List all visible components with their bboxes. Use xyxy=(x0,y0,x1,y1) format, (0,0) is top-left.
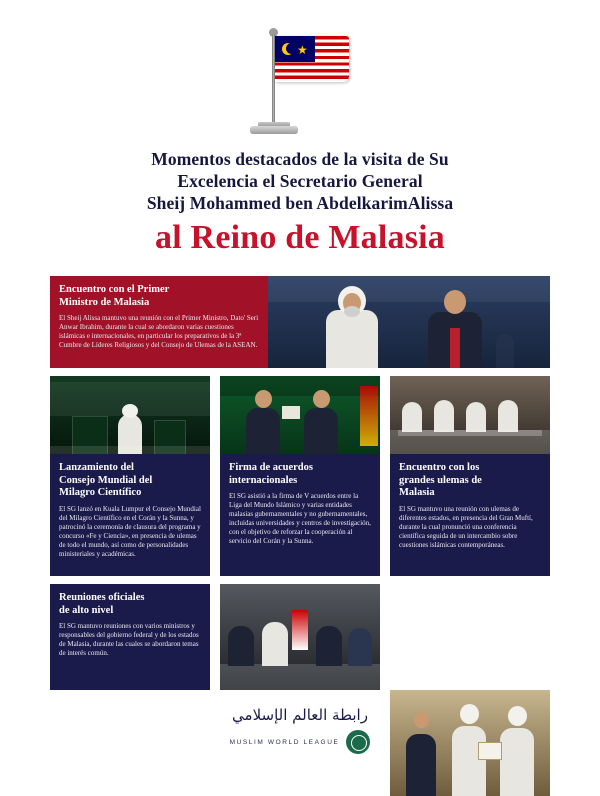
figure-right-face xyxy=(313,390,330,408)
figure-3 xyxy=(466,402,486,432)
card-body-scientific-council: El SG lanzó en Kuala Lumpur el Consejo Mundial del Milagro Científico en el Corán y la Sunna, y patrocinó la ceremonia de clausura del programa y concurso «Fe y Ciencia», en presencia de ulemas de todo el mundo, así como de personalidades ministeriales y académicas. xyxy=(59,504,201,558)
microphone-row xyxy=(398,430,542,436)
figure-3 xyxy=(316,626,342,666)
card-panel-ulemas-meeting xyxy=(390,454,550,576)
photo-signing-ceremony xyxy=(220,584,380,690)
photo-ulemas-meeting xyxy=(390,376,550,454)
muslim-world-league-logo xyxy=(346,730,370,754)
flag-cloth-icon xyxy=(275,36,349,82)
card-title-line-1: Lanzamiento del xyxy=(59,462,134,473)
figure-1 xyxy=(228,626,254,666)
photo-prime-minister xyxy=(268,276,550,368)
flag-banner xyxy=(360,386,378,446)
flag-stand-base xyxy=(250,126,298,134)
figure-4 xyxy=(498,400,518,432)
card-title-international-accords xyxy=(229,462,371,487)
card-title-prime-minister xyxy=(59,284,259,309)
figure-left-face xyxy=(255,390,272,408)
card-title-line-1: Reuniones oficiales xyxy=(59,592,145,603)
card-title-line-1: Encuentro con los xyxy=(399,462,480,473)
title-line-1: Momentos destacados de la visita de Su xyxy=(151,149,449,169)
figure-4 xyxy=(348,628,372,666)
card-title-line-2: de alto nivel xyxy=(59,604,114,616)
card-title-line-2: internacionales xyxy=(229,474,298,486)
figure-sheikh xyxy=(326,310,378,368)
card-title-line-2: grandes ulemas de xyxy=(399,474,482,486)
crescent-icon xyxy=(282,43,294,55)
card-panel-scientific-council xyxy=(50,454,210,576)
star-icon: ★ xyxy=(297,43,308,57)
card-international-accords xyxy=(220,376,380,576)
card-panel-official-meetings xyxy=(50,584,210,690)
card-body-prime-minister: El Sheij Alissa mantuvo una reunión con el Primer Ministro, Dato' Seri Anwar Ibrahim, durante la cual se abordaron varias cuestiones islámicas e internacionales, en particular los preparativos de la 3ª Cumbre de Líderes Religiosos y del Consejo de Ulemas de la ASEAN. xyxy=(59,314,259,349)
stage-floor xyxy=(50,446,210,454)
ceremony-table xyxy=(220,664,380,690)
table-flag xyxy=(292,610,308,650)
card-title-line-3: Milagro Científico xyxy=(59,487,142,498)
card-body-official-meetings: El SG mantuvo reuniones con varios ministros y responsables del gobierno federal y de los estados de Malasia, durante las cuales se abordaron temas de interés común. xyxy=(59,622,199,657)
figure-official-tie xyxy=(450,328,460,368)
card-title-scientific-council xyxy=(59,462,201,500)
figure-2 xyxy=(262,622,288,666)
title-line-2: Excelencia el Secretario General xyxy=(177,171,423,191)
footer xyxy=(0,706,600,754)
card-title-line-3: Malasia xyxy=(399,487,435,498)
card-panel-international-accords xyxy=(220,454,380,576)
card-panel-prime-minister xyxy=(50,276,268,368)
photo-backdrop xyxy=(268,276,550,302)
photo-backdrop xyxy=(220,376,380,396)
title-highlight: al Reino de Malasia xyxy=(155,219,445,256)
figure-right xyxy=(304,408,338,454)
card-title-line-2: Ministro de Malasia xyxy=(59,296,150,308)
photo-scientific-council xyxy=(50,376,210,454)
figure-extra xyxy=(496,334,514,368)
card-ulemas-meeting xyxy=(390,376,550,576)
page-title xyxy=(0,148,600,258)
card-scientific-council xyxy=(50,376,210,576)
figure-1 xyxy=(402,402,422,432)
card-body-international-accords: El SG asistió a la firma de V acuerdos entre la Liga del Mundo Islámico y varias entidades malasias gubernamentales y no gubernamentales, incluidas universidades y centros de investigación, con el objetivo de reforzar la cooperación al servicio del Corán y la Sunna. xyxy=(229,492,371,545)
organization-branding xyxy=(0,730,600,754)
figure-2 xyxy=(434,400,454,432)
card-title-official-meetings xyxy=(59,592,201,617)
card-title-ulemas-meeting xyxy=(399,462,541,500)
card-title-line-1: Encuentro con el Primer xyxy=(59,284,170,295)
figure-official-face xyxy=(444,290,466,314)
signed-document xyxy=(282,406,300,419)
malaysia-flag-illustration xyxy=(0,24,600,144)
card-official-meetings xyxy=(50,584,210,690)
card-title-line-2: Consejo Mundial del xyxy=(59,474,153,486)
card-title-line-1: Firma de acuerdos xyxy=(229,462,313,473)
title-line-3: Sheij Mohammed ben AbdelkarimAlissa xyxy=(146,193,454,213)
flag-wrap xyxy=(240,28,360,144)
flag-canton xyxy=(275,36,315,62)
card-body-ulemas-meeting: El SG mantuvo una reunión con ulemas de diferentes estados, en presencia del Gran Muftí, durante la cual pronunció una conferencia científica seguida de un intercambio sobre cuestiones islámicas contemporáneas. xyxy=(399,504,533,549)
photo-international-accords xyxy=(220,376,380,454)
card-prime-minister xyxy=(50,276,550,368)
figure-sheikh-beard xyxy=(344,306,360,317)
figure-speaker-headdress xyxy=(122,404,138,418)
organization-arabic-name: رابطة العالم الإسلامي xyxy=(232,706,368,724)
organization-name: MUSLIM WORLD LEAGUE xyxy=(229,738,340,746)
figure-left xyxy=(246,408,280,454)
